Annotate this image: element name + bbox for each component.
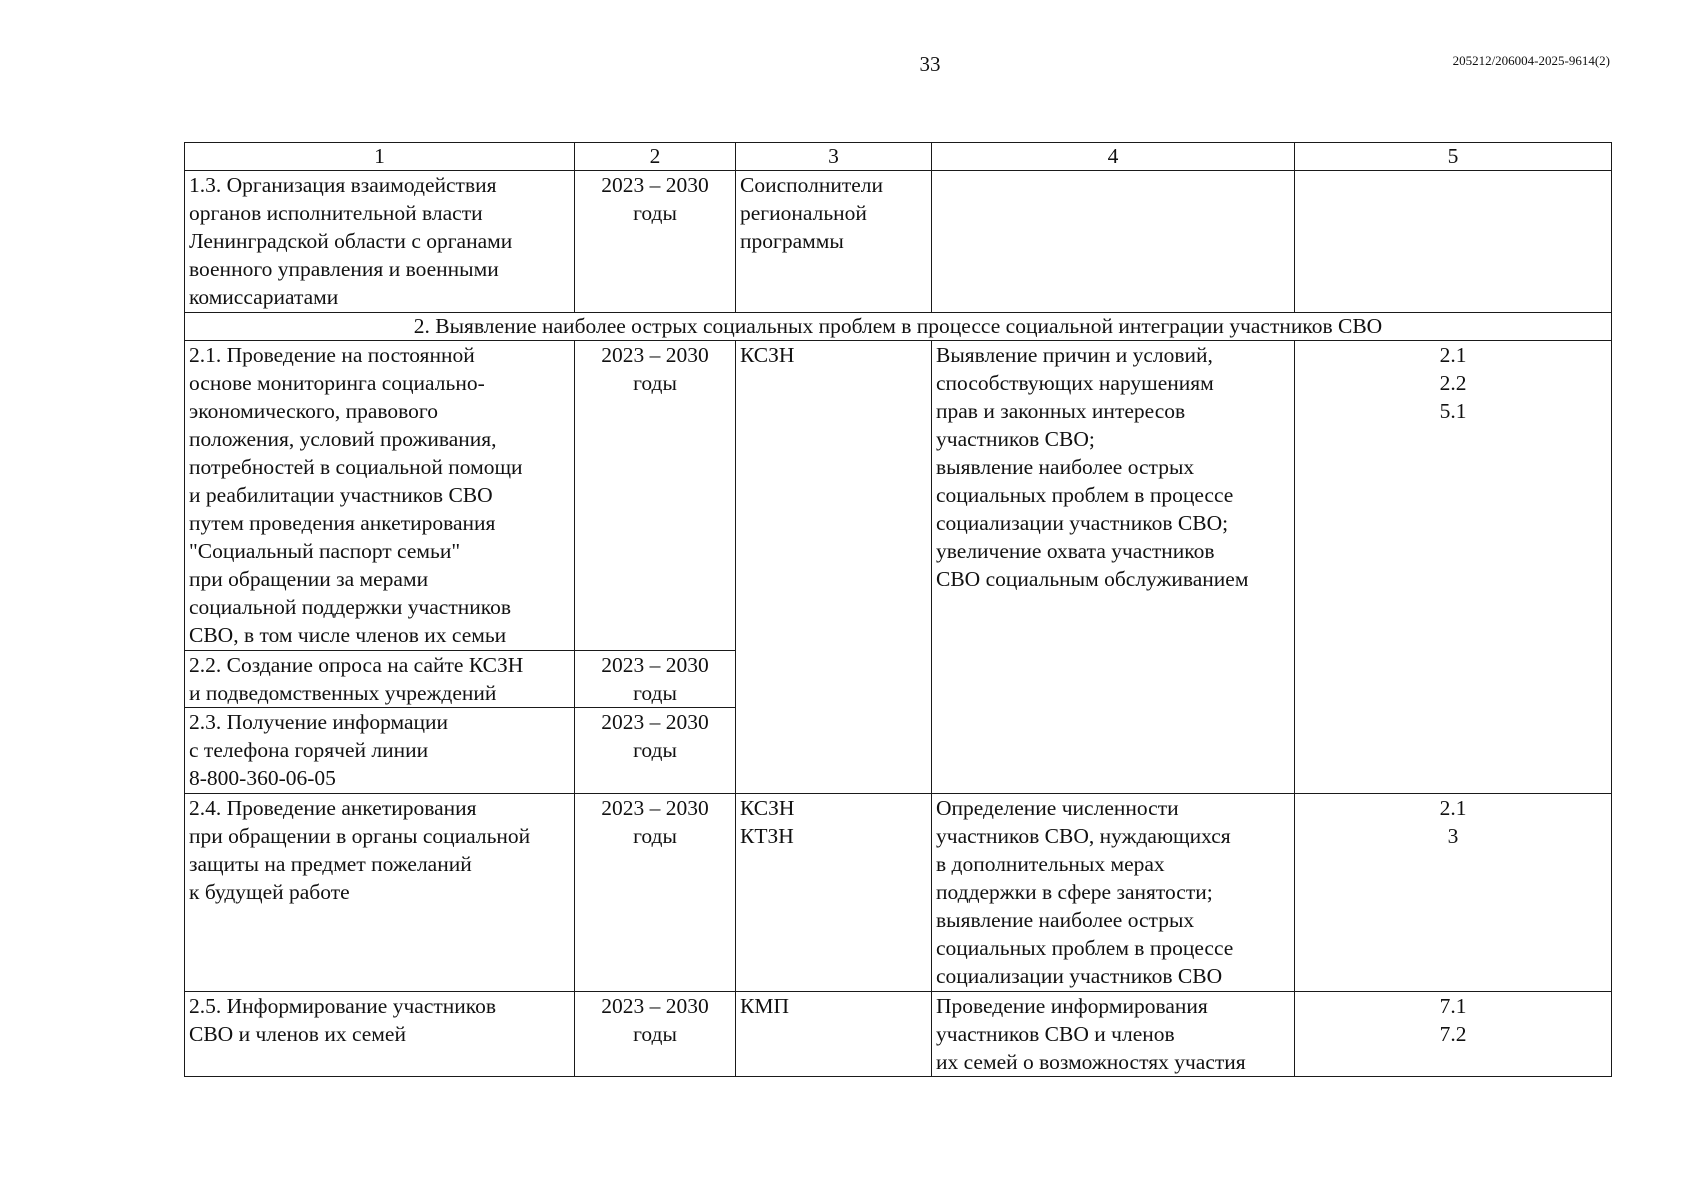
column-number: 4	[932, 143, 1295, 171]
result-cell: Выявление причин и условий, способствующих нарушениям прав и законных интересов участников СВО; выявление наиболее острых социальных проблем в процессе социализации участников СВО; увеличение охвата участников СВО социальным обслуживанием	[932, 341, 1295, 794]
period-cell: 2023 – 2030 годы	[575, 341, 736, 651]
table-row-1-3	[185, 171, 1612, 313]
result-cell: Проведение информирования участников СВО и членов их семей о возможностях участия	[932, 992, 1295, 1077]
table-row-2-4	[185, 794, 1612, 992]
executor-cell: КСЗН КТЗН	[736, 794, 932, 992]
activity-cell: 2.4. Проведение анкетирования при обращении в органы социальной защиты на предмет пожеланий к будущей работе	[185, 794, 575, 992]
period-cell: 2023 – 2030 годы	[575, 171, 736, 313]
activity-cell: 2.2. Создание опроса на сайте КСЗН и подведомственных учреждений	[185, 651, 575, 708]
document-code: 205212/206004-2025-9614(2)	[1452, 53, 1610, 68]
period-cell: 2023 – 2030 годы	[575, 651, 736, 708]
section-row-2	[185, 313, 1612, 341]
indicators-cell	[1295, 171, 1612, 313]
column-number: 3	[736, 143, 932, 171]
activity-cell: 2.5. Информирование участников СВО и членов их семей	[185, 992, 575, 1077]
indicators-cell: 7.1 7.2	[1295, 992, 1612, 1077]
executor-cell: КСЗН	[736, 341, 932, 794]
indicators-cell: 2.1 2.2 5.1	[1295, 341, 1612, 794]
table-row-2-5	[185, 992, 1612, 1077]
activity-cell: 2.3. Получение информации с телефона горячей линии 8-800-360-06-05	[185, 708, 575, 794]
section-heading: 2. Выявление наиболее острых социальных проблем в процессе социальной интеграции участников СВО	[185, 313, 1612, 341]
period-cell: 2023 – 2030 годы	[575, 708, 736, 794]
table-row-2-1	[185, 341, 1612, 651]
indicators-cell: 2.1 3	[1295, 794, 1612, 992]
activity-cell: 2.1. Проведение на постоянной основе мониторинга социально- экономического, правового положения, условий проживания, потребностей в социальной помощи и реабилитации участников СВО путем проведения анкетирования "Социальный паспорт семьи" при обращении за мерами социальной поддержки участников СВО, в том числе членов их семьи	[185, 341, 575, 651]
executor-cell: КМП	[736, 992, 932, 1077]
activity-cell: 1.3. Организация взаимодействия органов исполнительной власти Ленинградской области с органами военного управления и военными комиссариатами	[185, 171, 575, 313]
column-number: 5	[1295, 143, 1612, 171]
column-number-row	[185, 143, 1612, 171]
result-cell	[932, 171, 1295, 313]
activity-table	[184, 142, 1612, 1077]
column-number: 1	[185, 143, 575, 171]
column-number: 2	[575, 143, 736, 171]
period-cell: 2023 – 2030 годы	[575, 992, 736, 1077]
executor-cell: Соисполнители региональной программы	[736, 171, 932, 313]
result-cell: Определение численности участников СВО, нуждающихся в дополнительных мерах поддержки в сфере занятости; выявление наиболее острых социальных проблем в процессе социализации участников СВО	[932, 794, 1295, 992]
period-cell: 2023 – 2030 годы	[575, 794, 736, 992]
page-number: 33	[919, 52, 941, 76]
